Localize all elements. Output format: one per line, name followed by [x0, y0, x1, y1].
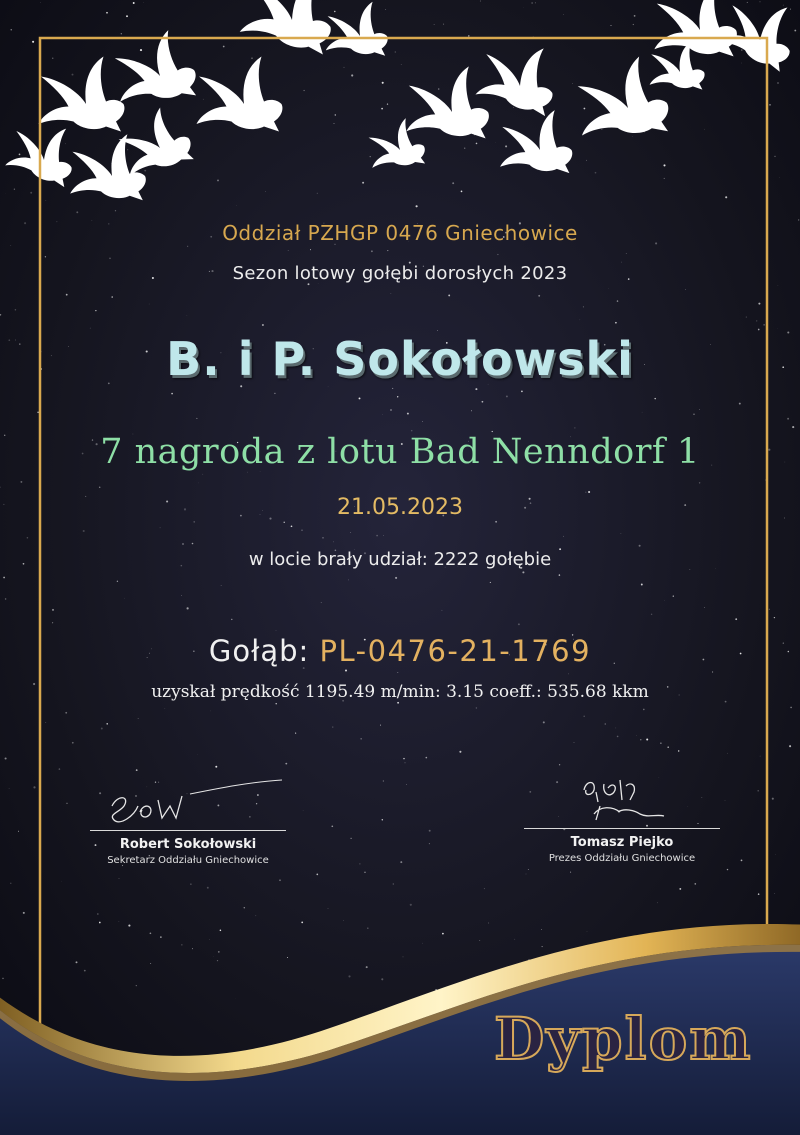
flight-result: uzyskał prędkość 1195.49 m/min: 3.15 coeff.: 535.68 kkm — [151, 682, 649, 702]
pigeon-label: Gołąb: — [208, 634, 320, 668]
signatory-name: Robert Sokołowski — [119, 837, 257, 852]
signature-block-secretary — [68, 830, 308, 866]
diploma-title: Dyplom — [494, 1005, 753, 1073]
signatory-name: Tomasz Piejko — [570, 835, 674, 850]
pigeon-ring-number: PL-0476-21-1769 — [319, 634, 592, 668]
participants-count: w locie brały udział: 2222 gołębie — [248, 549, 552, 570]
season-title: Sezon lotowy gołębi dorosłych 2023 — [232, 263, 568, 284]
signatory-role: Prezes Oddziału Gniechowice — [548, 853, 696, 864]
pigeon-line — [0, 634, 800, 668]
signature-line — [90, 830, 286, 831]
prize-title: 7 nagroda z lotu Bad Nenndorf 1 — [100, 432, 700, 472]
breeder-name: B. i P. Sokołowski — [166, 332, 634, 386]
organization-name: Oddział PZHGP 0476 Gniechowice — [222, 221, 578, 245]
signature-line — [524, 828, 720, 829]
signatory-role: Sekretarz Oddziału Gniechowice — [107, 855, 269, 866]
flight-date: 21.05.2023 — [337, 495, 463, 520]
signature-block-president — [502, 828, 742, 864]
